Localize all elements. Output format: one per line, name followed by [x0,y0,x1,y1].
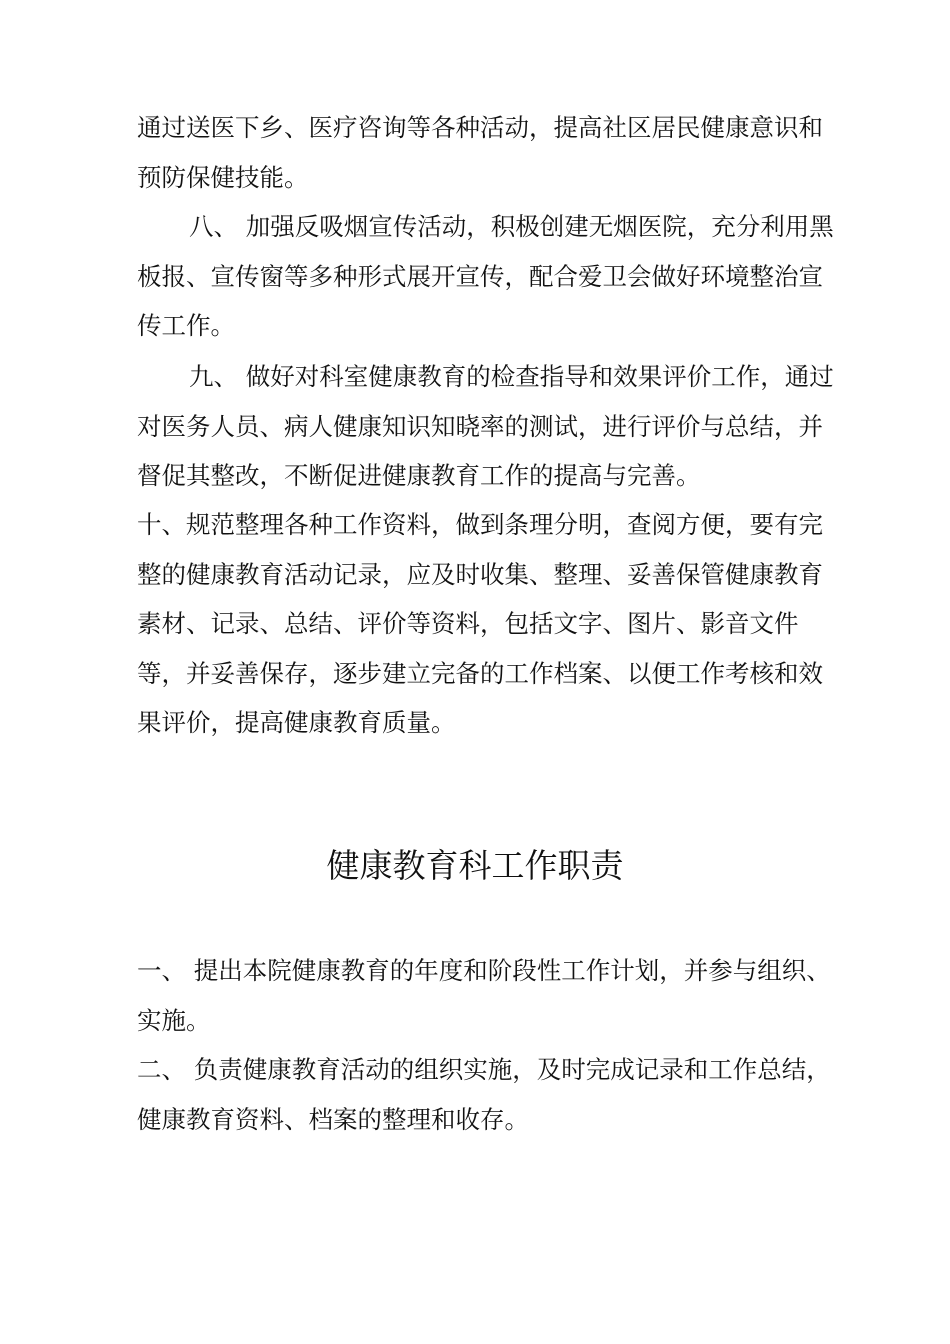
paragraph-duty-1: 一、 提出本院健康教育的年度和阶段性工作计划，并参与组织、实施。 [137,956,831,1035]
paragraph-item-10: 十、规范整理各种工作资料，做到条理分明，查阅方便，要有完整的健康教育活动记录，应及时收集、整理、妥善保管健康教育素材、记录、总结、评价等资料，包括文字、图片、影音文件等，并妥善保存，逐步建立完备的工作档案、以便工作考核和效果评价，提高健康教育质量。 [137,510,823,737]
section-title: 健康教育科工作职责 [326,846,624,885]
paragraph-item-9: 九、 做好对科室健康教育的检查指导和效果评价工作，通过对医务人员、病人健康知识知晓率的测试，进行评价与总结，并督促其整改，不断促进健康教育工作的提高与完善。 [137,362,834,490]
paragraph-item-8: 八、 加强反吸烟宣传活动，积极创建无烟医院，充分利用黑板报、宣传窗等多种形式展开宣传，配合爱卫会做好环境整治宣传工作。 [137,212,834,340]
paragraph-continued: 通过送医下乡、医疗咨询等各种活动，提高社区居民健康意识和预防保健技能。 [137,113,823,192]
paragraph-duty-2: 二、 负责健康教育活动的组织实施，及时完成记录和工作总结，健康教育资料、档案的整理和收存。 [137,1055,831,1134]
